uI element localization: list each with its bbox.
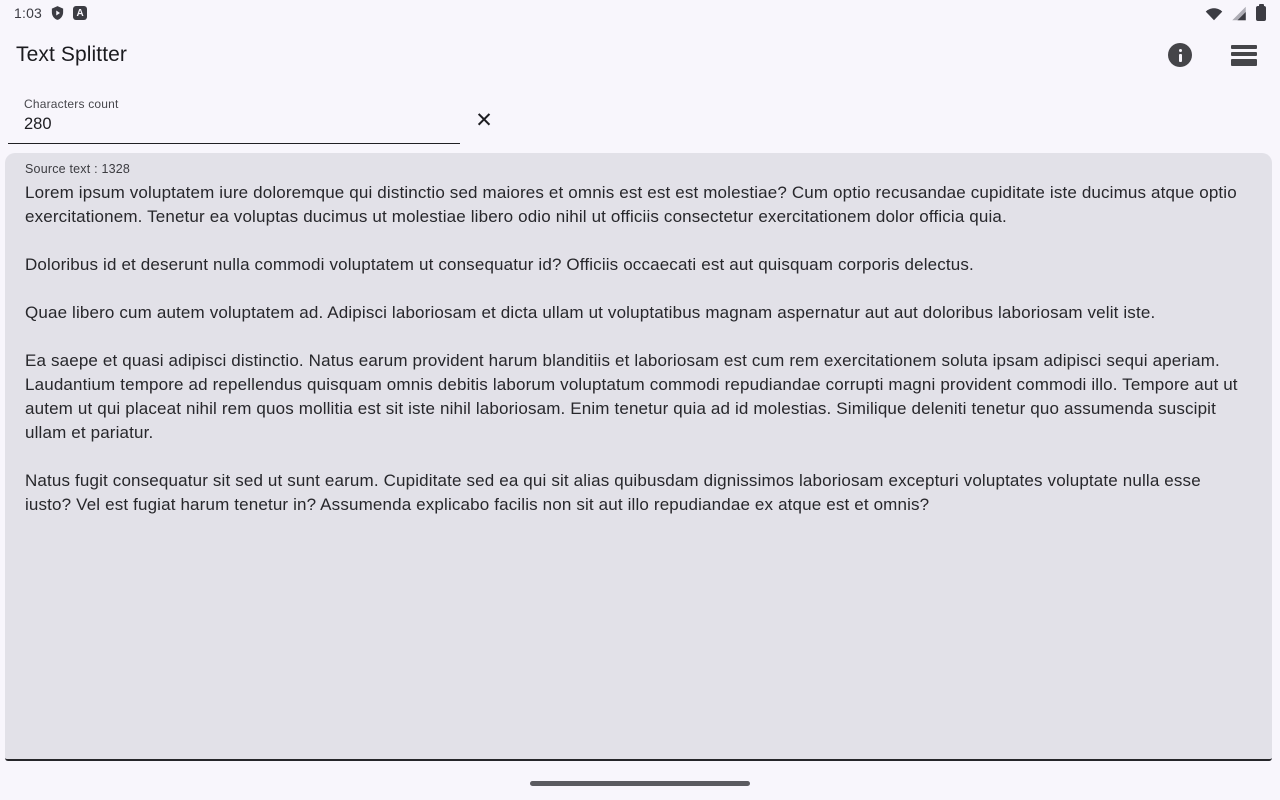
- source-paragraph: Lorem ipsum voluptatem iure doloremque qui distinctio sed maiores et omnis est est est molestiae? Cum optio recusandae cupiditate iste ducimus atque optio exercitationem. Tenetur ea voluptas ducimus ut molestiae libero odio nihil ut officiis consectetur exercitationem dolor officia quia.: [25, 183, 1237, 226]
- source-paragraph: Quae libero cum autem voluptatem ad. Adipisci laboriosam et dicta ullam ut voluptatibus magnam aspernatur aut aut doloribus laboriosam velit iste.: [25, 303, 1156, 322]
- characters-count-value: 280: [24, 115, 52, 133]
- info-icon: [1168, 43, 1192, 67]
- page-title: Text Splitter: [16, 43, 128, 66]
- characters-count-field[interactable]: [8, 90, 460, 144]
- battery-icon: [1256, 6, 1266, 21]
- source-text-content: [5, 176, 1272, 517]
- auto-badge-icon: A: [73, 6, 87, 20]
- app-bar: [0, 26, 1280, 84]
- menu-button[interactable]: [1224, 35, 1264, 75]
- menu-icon: [1231, 45, 1257, 66]
- clear-count-button[interactable]: ✕: [468, 104, 500, 136]
- cell-signal-icon: [1231, 6, 1247, 21]
- source-text-area[interactable]: [5, 153, 1272, 761]
- characters-count-label: Characters count: [24, 97, 119, 111]
- gesture-handle[interactable]: [530, 781, 750, 786]
- source-text-label: Source text : 1328: [25, 162, 131, 176]
- status-bar: [0, 0, 1280, 26]
- vpn-shield-icon: [50, 5, 65, 21]
- source-paragraph: Doloribus id et deserunt nulla commodi voluptatem ut consequatur id? Officiis occaecati est aut quisquam corporis delectus.: [25, 255, 974, 274]
- status-bar-time: 1:03: [14, 5, 43, 21]
- info-button[interactable]: [1160, 35, 1200, 75]
- source-paragraph: Ea saepe et quasi adipisci distinctio. Natus earum provident harum blanditiis et laboriosam est cum rem exercitationem soluta ipsam adipisci sequi aperiam. Laudantium tempore ad repellendus quisquam omnis debitis laborum voluptatum commodi repudiandae corrupti magni provident commodi illo. Tempore aut ut autem ut qui placeat nihil rem quos mollitia est sit iste nihil laboriosam. Enim tenetur quia ad id molestias. Similique deleniti tenetur quo assumenda suscipit ullam et pariatur.: [25, 351, 1238, 442]
- source-paragraph: Natus fugit consequatur sit sed ut sunt earum. Cupiditate sed ea qui sit alias quibusdam dignissimos laboriosam excepturi voluptates voluptate nulla esse iusto? Vel est fugiat harum tenetur in? Assumenda explicabo facilis non sit aut illo repudiandae ex atque est et omnis?: [25, 471, 1201, 514]
- wifi-icon: [1205, 6, 1223, 21]
